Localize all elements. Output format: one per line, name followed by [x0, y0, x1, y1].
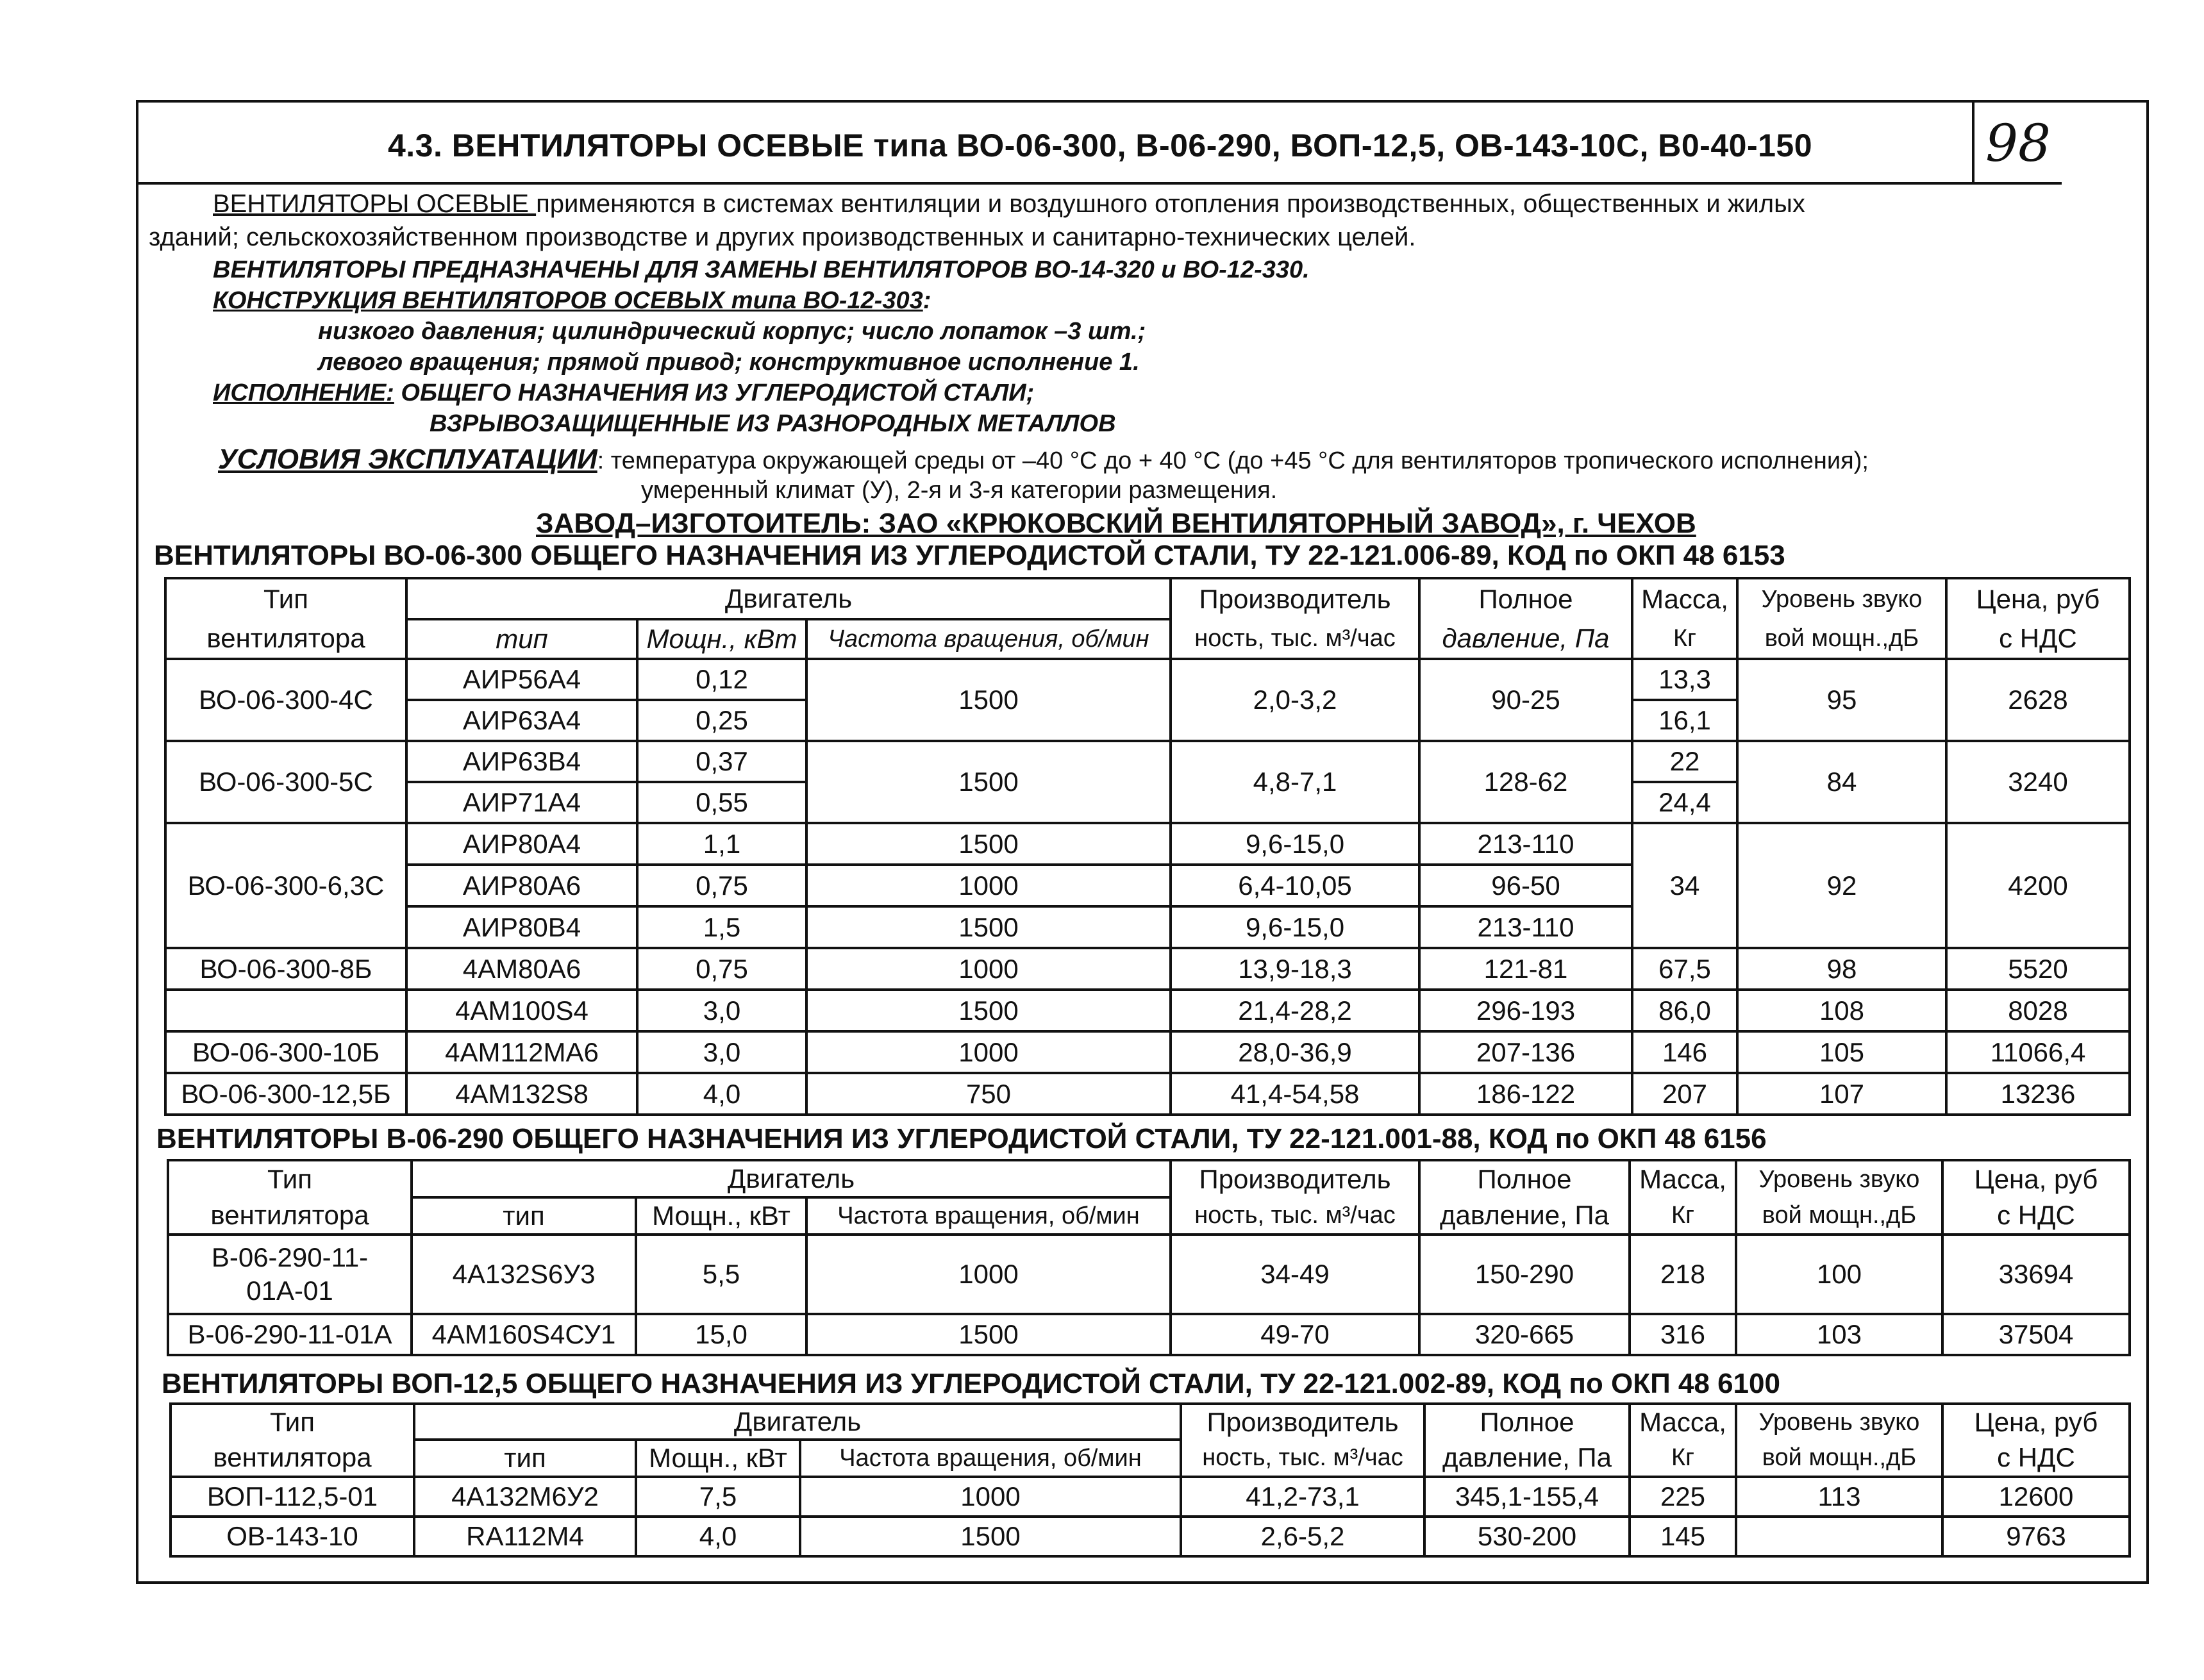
col-header-pressure: Полное: [1419, 1160, 1630, 1197]
cell-noise: 103: [1736, 1314, 1942, 1355]
table-row: [165, 741, 2130, 782]
cell-capacity: 4,8-7,1: [1171, 741, 1419, 823]
cell-power: 0,12: [637, 659, 806, 700]
cell-motor: 4АМ100S4: [406, 990, 637, 1031]
col-header-motor: Двигатель: [414, 1404, 1181, 1440]
section-title-v-06-290: ВЕНТИЛЯТОРЫ В-06-290 ОБЩЕГО НАЗНАЧЕНИЯ ИЗ УГЛЕРОДИСТОЙ СТАЛИ, ТУ 22-121.001-88, КОД по ОКП 48 6156: [156, 1123, 1767, 1154]
cell-motor: 4АМ160S4СУ1: [412, 1314, 636, 1355]
section-title-vop-12-5: ВЕНТИЛЯТОРЫ ВОП-12,5 ОБЩЕГО НАЗНАЧЕНИЯ ИЗ УГЛЕРОДИСТОЙ СТАЛИ, ТУ 22-121.002-89, КОД по ОКП 48 6100: [162, 1368, 1780, 1399]
cell-price: 9763: [1942, 1517, 2130, 1556]
cell-speed: 1500: [806, 741, 1171, 823]
col-header-noise-2: вой мощн.,дБ: [1736, 1440, 1942, 1477]
cell-capacity: 41,4-54,58: [1171, 1073, 1419, 1115]
cell-pressure: 128-62: [1419, 741, 1632, 823]
col-header-speed: Частота вращения, об/мин: [806, 1197, 1171, 1235]
construction-heading: [213, 287, 931, 315]
cell-fan: ВО-06-300-4С: [165, 659, 406, 741]
cell-capacity: 2,6-5,2: [1181, 1517, 1424, 1556]
cell-capacity: 2,0-3,2: [1171, 659, 1419, 741]
cell-fan: ВО-06-300-8Б: [165, 948, 406, 990]
table-row: [165, 659, 2130, 700]
execution-label: ИСПОЛНЕНИЕ:: [213, 379, 394, 406]
cell-speed: 1000: [806, 1031, 1171, 1073]
cell-price: 37504: [1942, 1314, 2130, 1355]
col-header-mass-2: Кг: [1630, 1440, 1736, 1477]
cell-power: 0,55: [637, 782, 806, 823]
cell-speed: 1000: [806, 865, 1171, 906]
execution-text: ОБЩЕГО НАЗНАЧЕНИЯ ИЗ УГЛЕРОДИСТОЙ СТАЛИ;: [394, 379, 1035, 406]
cell-fan: ВО-06-300-10Б: [165, 1031, 406, 1073]
table-v-06-290: [167, 1159, 2131, 1356]
cell-mass: 225: [1630, 1477, 1736, 1517]
cell-fan: В-06-290-11-01А: [168, 1314, 412, 1355]
cell-pressure: 213-110: [1419, 906, 1632, 948]
table-row: [171, 1517, 2130, 1556]
cell-power: 1,1: [637, 823, 806, 865]
cell-price: 13236: [1946, 1073, 2130, 1115]
col-header-speed: Частота вращения, об/мин: [800, 1440, 1181, 1477]
cell-power: 0,75: [637, 865, 806, 906]
cell-motor: 4А132S6У3: [412, 1235, 636, 1314]
cell-power: 3,0: [637, 1031, 806, 1073]
cell-pressure: 207-136: [1419, 1031, 1632, 1073]
col-header-power: Мощн., кВт: [637, 619, 806, 659]
col-header-capacity-2: ность, тыс. м³/час: [1181, 1440, 1424, 1477]
col-header-capacity: Производитель: [1181, 1404, 1424, 1440]
cell-noise: 113: [1736, 1477, 1942, 1517]
col-header-price: Цена, руб: [1942, 1160, 2130, 1197]
col-header-motor: Двигатель: [412, 1160, 1171, 1197]
cell-motor: 4АМ80А6: [406, 948, 637, 990]
cell-pressure: 213-110: [1419, 823, 1632, 865]
cell-capacity: 49-70: [1171, 1314, 1419, 1355]
col-header-motor-type: тип: [406, 619, 637, 659]
col-header-motor-type: тип: [414, 1440, 636, 1477]
intro-lead: ВЕНТИЛЯТОРЫ ОСЕВЫЕ: [213, 190, 537, 218]
conditions-text: : температура окружающей среды от –40 °С до + 40 °С (до +45 °С для вентиляторов тропического исполнения);: [597, 447, 1869, 474]
page-header: [138, 103, 2062, 185]
cell-speed: 1500: [806, 906, 1171, 948]
cell-pressure: 96-50: [1419, 865, 1632, 906]
cell-motor: 4АМ132S8: [406, 1073, 637, 1115]
construction-line1: низкого давления; цилиндрический корпус; число лопаток –3 шт.;: [318, 318, 1146, 345]
col-header-pressure-2: давление, Па: [1419, 1197, 1630, 1235]
col-header-price-2: с НДС: [1942, 1440, 2130, 1477]
cell-motor: АИР80А6: [406, 865, 637, 906]
cell-noise: 84: [1737, 741, 1946, 823]
cell-motor: АИР71А4: [406, 782, 637, 823]
cell-speed: 1000: [806, 1235, 1171, 1314]
col-header-noise: Уровень звуко: [1737, 578, 1946, 619]
conditions-label: УСЛОВИЯ ЭКСПЛУАТАЦИИ: [218, 444, 597, 475]
cell-power: 0,37: [637, 741, 806, 782]
cell-price: 4200: [1946, 823, 2130, 948]
col-header-mass-2: Кг: [1630, 1197, 1736, 1235]
cell-motor: АИР63А4: [406, 700, 637, 741]
cell-fan: [168, 1235, 412, 1314]
construction-title: КОНСТРУКЦИЯ ВЕНТИЛЯТОРОВ ОСЕВЫХ типа ВО-12-303: [213, 287, 923, 314]
cell-capacity: 28,0-36,9: [1171, 1031, 1419, 1073]
cell-mass: 218: [1630, 1235, 1736, 1314]
cell-motor: 4АМ112МА6: [406, 1031, 637, 1073]
construction-line2: левого вращения; прямой привод; конструктивное исполнение 1.: [318, 349, 1140, 376]
execution-line1: [213, 379, 1034, 407]
cell-noise: 95: [1737, 659, 1946, 741]
cell-capacity: 9,6-15,0: [1171, 906, 1419, 948]
cell-mass: 22: [1632, 741, 1737, 782]
cell-fan: ВО-06-300-12,5Б: [165, 1073, 406, 1115]
col-header-pressure-2: давление, Па: [1419, 619, 1632, 659]
cell-motor: АИР80А4: [406, 823, 637, 865]
col-header-capacity: Производитель: [1171, 578, 1419, 619]
cell-noise: 98: [1737, 948, 1946, 990]
col-header-type: Тип: [165, 578, 406, 619]
cell-pressure: 150-290: [1419, 1235, 1630, 1314]
manufacturer-line: ЗАВОД–ИЗГОТОИТЕЛЬ: ЗАО «КРЮКОВСКИЙ ВЕНТИЛЯТОРНЫЙ ЗАВОД», г. ЧЕХОВ: [536, 508, 1696, 539]
cell-power: 15,0: [636, 1314, 806, 1355]
col-header-noise-2: вой мощн.,дБ: [1736, 1197, 1942, 1235]
cell-fan: [165, 990, 406, 1031]
cell-capacity: 9,6-15,0: [1171, 823, 1419, 865]
intro-paragraph-line2: зданий; сельскохозяйственном производстве и других производственных и санитарно-технических целей.: [149, 223, 1416, 251]
intro-paragraph-line1: [213, 190, 1805, 219]
col-header-pressure: Полное: [1424, 1404, 1630, 1440]
cell-capacity: 6,4-10,05: [1171, 865, 1419, 906]
cell-power: 3,0: [637, 990, 806, 1031]
col-header-type-2: вентилятора: [168, 1197, 412, 1235]
col-header-type-2: вентилятора: [171, 1440, 414, 1477]
cell-noise: 105: [1737, 1031, 1946, 1073]
col-header-price: Цена, руб: [1942, 1404, 2130, 1440]
col-header-capacity: Производитель: [1171, 1160, 1419, 1197]
cell-price: 3240: [1946, 741, 2130, 823]
cell-motor: АИР80В4: [406, 906, 637, 948]
col-header-mass: Масса,: [1630, 1160, 1736, 1197]
conditions-line2: умеренный климат (У), 2-я и 3-я категории размещения.: [641, 477, 1278, 504]
cell-capacity: 13,9-18,3: [1171, 948, 1419, 990]
col-header-capacity-2: ность, тыс. м³/час: [1171, 619, 1419, 659]
cell-price: 8028: [1946, 990, 2130, 1031]
cell-capacity: 41,2-73,1: [1181, 1477, 1424, 1517]
col-header-motor: Двигатель: [406, 578, 1171, 619]
cell-speed: 1500: [800, 1517, 1181, 1556]
cell-speed: 1000: [806, 948, 1171, 990]
col-header-motor-type: тип: [412, 1197, 636, 1235]
cell-mass: 146: [1632, 1031, 1737, 1073]
col-header-price-2: с НДС: [1946, 619, 2130, 659]
cell-pressure: 320-665: [1419, 1314, 1630, 1355]
cell-noise: [1736, 1517, 1942, 1556]
col-header-mass: Масса,: [1630, 1404, 1736, 1440]
cell-power: 5,5: [636, 1235, 806, 1314]
cell-pressure: 296-193: [1419, 990, 1632, 1031]
cell-noise: 92: [1737, 823, 1946, 948]
col-header-power: Мощн., кВт: [636, 1440, 800, 1477]
section-title-vo-06-300: ВЕНТИЛЯТОРЫ ВО-06-300 ОБЩЕГО НАЗНАЧЕНИЯ ИЗ УГЛЕРОДИСТОЙ СТАЛИ, ТУ 22-121.006-89, КОД по ОКП 48 6153: [154, 540, 1785, 571]
conditions-line1: [218, 444, 1869, 476]
cell-fan: ОВ-143-10: [171, 1517, 414, 1556]
page-number: 98: [1972, 103, 2062, 185]
cell-pressure: 121-81: [1419, 948, 1632, 990]
cell-noise: 100: [1736, 1235, 1942, 1314]
col-header-noise: Уровень звуко: [1736, 1160, 1942, 1197]
purpose-text: ВЕНТИЛЯТОРЫ ПРЕДНАЗНАЧЕНЫ ДЛЯ ЗАМЕНЫ ВЕНТИЛЯТОРОВ ВО-14-320 и ВО-12-330.: [213, 256, 1310, 283]
col-header-noise-2: вой мощн.,дБ: [1737, 619, 1946, 659]
cell-pressure: 345,1-155,4: [1424, 1477, 1630, 1517]
cell-speed: 1000: [800, 1477, 1181, 1517]
page-title: 4.3. ВЕНТИЛЯТОРЫ ОСЕВЫЕ типа ВО-06-300, В-06-290, ВОП-12,5, ОВ-143-10С, В0-40-150: [387, 128, 1813, 163]
col-header-mass-2: Кг: [1632, 619, 1737, 659]
table-row: [168, 1235, 2130, 1314]
cell-power: 0,75: [637, 948, 806, 990]
cell-fan-line1: В-06-290-11-: [211, 1242, 369, 1272]
col-header-type-2: вентилятора: [165, 619, 406, 659]
cell-mass: 316: [1630, 1314, 1736, 1355]
table-row: [165, 990, 2130, 1031]
cell-pressure: 90-25: [1419, 659, 1632, 741]
cell-price: 2628: [1946, 659, 2130, 741]
cell-motor: АИР56А4: [406, 659, 637, 700]
table-row: [165, 823, 2130, 865]
cell-price: 11066,4: [1946, 1031, 2130, 1073]
execution-line2: ВЗРЫВОЗАЩИЩЕННЫЕ ИЗ РАЗНОРОДНЫХ МЕТАЛЛОВ: [430, 410, 1116, 437]
cell-price: 33694: [1942, 1235, 2130, 1314]
intro-rest: применяются в системах вентиляции и воздушного отопления производственных, общественных и жилых: [536, 190, 1805, 218]
cell-motor: 4А132М6У2: [414, 1477, 636, 1517]
cell-power: 4,0: [637, 1073, 806, 1115]
cell-price: 12600: [1942, 1477, 2130, 1517]
table-row: [168, 1314, 2130, 1355]
cell-speed: 1500: [806, 659, 1171, 741]
cell-speed: 1500: [806, 990, 1171, 1031]
table-vop-12-5: [169, 1402, 2131, 1558]
cell-power: 1,5: [637, 906, 806, 948]
col-header-speed: Частота вращения, об/мин: [806, 619, 1171, 659]
cell-pressure: 530-200: [1424, 1517, 1630, 1556]
construction-colon: :: [923, 287, 931, 314]
col-header-pressure: Полное: [1419, 578, 1632, 619]
table-vo-06-300: [164, 577, 2131, 1116]
cell-power: 7,5: [636, 1477, 800, 1517]
cell-noise: 107: [1737, 1073, 1946, 1115]
cell-capacity: 21,4-28,2: [1171, 990, 1419, 1031]
cell-speed: 1500: [806, 823, 1171, 865]
col-header-pressure-2: давление, Па: [1424, 1440, 1630, 1477]
cell-motor: АИР63В4: [406, 741, 637, 782]
col-header-capacity-2: ность, тыс. м³/час: [1171, 1197, 1419, 1235]
table-row: [165, 1073, 2130, 1115]
col-header-mass: Масса,: [1632, 578, 1737, 619]
cell-fan: ВО-06-300-5С: [165, 741, 406, 823]
col-header-noise: Уровень звуко: [1736, 1404, 1942, 1440]
cell-mass: 207: [1632, 1073, 1737, 1115]
cell-noise: 108: [1737, 990, 1946, 1031]
cell-pressure: 186-122: [1419, 1073, 1632, 1115]
cell-price: 5520: [1946, 948, 2130, 990]
cell-fan: ВОП-112,5-01: [171, 1477, 414, 1517]
col-header-price: Цена, руб: [1946, 578, 2130, 619]
cell-mass: 145: [1630, 1517, 1736, 1556]
col-header-type: Тип: [168, 1160, 412, 1197]
cell-capacity: 34-49: [1171, 1235, 1419, 1314]
table-row: [165, 1031, 2130, 1073]
col-header-type: Тип: [171, 1404, 414, 1440]
cell-power: 0,25: [637, 700, 806, 741]
cell-mass: 67,5: [1632, 948, 1737, 990]
col-header-power: Мощн., кВт: [636, 1197, 806, 1235]
cell-mass: 24,4: [1632, 782, 1737, 823]
cell-speed: 1500: [806, 1314, 1171, 1355]
cell-mass: 13,3: [1632, 659, 1737, 700]
table-row: [171, 1477, 2130, 1517]
table-row: [165, 948, 2130, 990]
cell-power: 4,0: [636, 1517, 800, 1556]
col-header-price-2: с НДС: [1942, 1197, 2130, 1235]
cell-mass: 86,0: [1632, 990, 1737, 1031]
cell-fan-line2: 01А-01: [246, 1276, 333, 1306]
cell-mass: 34: [1632, 823, 1737, 948]
cell-mass: 16,1: [1632, 700, 1737, 741]
cell-fan: ВО-06-300-6,3С: [165, 823, 406, 948]
cell-motor: RA112M4: [414, 1517, 636, 1556]
cell-speed: 750: [806, 1073, 1171, 1115]
